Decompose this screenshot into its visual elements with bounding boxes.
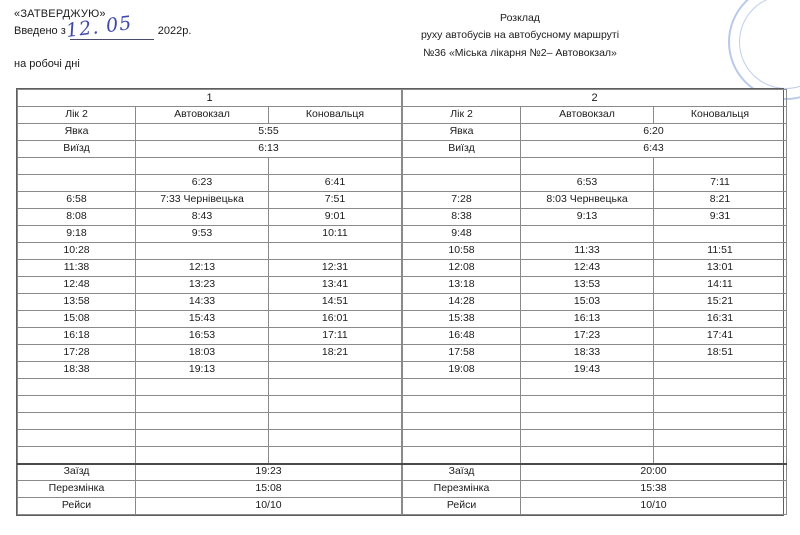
trip-cell-c2: 13:53 <box>521 277 654 294</box>
trip-cell-c1: 16:48 <box>403 328 521 345</box>
schedule-table-1 <box>17 89 402 515</box>
trip-row <box>403 277 787 294</box>
trip-cell-c3 <box>654 430 787 447</box>
trip-cell-c2: 12:13 <box>136 260 269 277</box>
trip-cell-c3: 18:51 <box>654 345 787 362</box>
spacer-cell <box>521 158 654 175</box>
spacer-row <box>18 158 402 175</box>
trip-cell-c2 <box>521 396 654 413</box>
trip-cell-c1 <box>403 413 521 430</box>
group-number: 1 <box>18 90 402 107</box>
column-header-lik2: Лік 2 <box>18 107 136 124</box>
column-header-avtovokzal: Автовокзал <box>521 107 654 124</box>
empty-row <box>18 379 402 396</box>
trip-row <box>18 362 402 379</box>
zaizd-label: Заїзд <box>18 464 136 481</box>
trip-row <box>403 311 787 328</box>
trip-cell-c3 <box>654 413 787 430</box>
stamp-text <box>730 0 800 98</box>
trip-cell-c1: 17:28 <box>18 345 136 362</box>
title-line-2: руху автобусів на автобусному маршруті <box>420 29 620 42</box>
trip-row <box>18 277 402 294</box>
trip-cell-c2 <box>136 396 269 413</box>
trip-cell-c1: 17:58 <box>403 345 521 362</box>
trip-row <box>403 328 787 345</box>
trip-cell-c1: 7:28 <box>403 192 521 209</box>
column-header-konovaltsia: Коновальця <box>654 107 787 124</box>
trip-cell-c3 <box>654 379 787 396</box>
trip-cell-c3: 13:41 <box>269 277 402 294</box>
empty-row <box>403 413 787 430</box>
yavka-label: Явка <box>403 124 521 141</box>
trip-cell-c3 <box>269 362 402 379</box>
trip-cell-c3: 16:01 <box>269 311 402 328</box>
trip-cell-c3: 11:51 <box>654 243 787 260</box>
trip-cell-c1: 15:08 <box>18 311 136 328</box>
empty-row <box>403 430 787 447</box>
trip-cell-c3: 9:01 <box>269 209 402 226</box>
empty-row <box>18 396 402 413</box>
trip-row <box>18 243 402 260</box>
trip-row <box>18 192 402 209</box>
trip-cell-c2: 7:33 Чернівецька <box>136 192 269 209</box>
reisy-label: Рейси <box>18 498 136 515</box>
trip-cell-c2 <box>521 413 654 430</box>
trip-row <box>18 209 402 226</box>
trip-row <box>403 294 787 311</box>
trip-cell-c3 <box>269 396 402 413</box>
trip-row <box>18 294 402 311</box>
perezminka-label: Перезмінка <box>18 481 136 498</box>
trip-cell-c2: 16:53 <box>136 328 269 345</box>
column-header-konovaltsia: Коновальця <box>269 107 402 124</box>
trip-cell-c1: 13:58 <box>18 294 136 311</box>
trip-cell-c1: 8:08 <box>18 209 136 226</box>
trip-cell-c1 <box>403 430 521 447</box>
spacer-cell <box>269 158 402 175</box>
trip-row <box>403 260 787 277</box>
empty-row <box>403 379 787 396</box>
yavka-value: 6:20 <box>521 124 787 141</box>
zaizd-value: 19:23 <box>136 464 402 481</box>
trip-cell-c3: 6:41 <box>269 175 402 192</box>
trip-cell-c2: 19:13 <box>136 362 269 379</box>
trip-cell-c1: 9:48 <box>403 226 521 243</box>
zaizd-row <box>403 464 787 481</box>
trip-cell-c1: 10:58 <box>403 243 521 260</box>
vyizd-row <box>18 141 402 158</box>
trip-cell-c2 <box>521 430 654 447</box>
trip-cell-c3: 9:31 <box>654 209 787 226</box>
schedule-tables <box>16 88 784 516</box>
zaizd-label: Заїзд <box>403 464 521 481</box>
trip-cell-c1 <box>18 430 136 447</box>
effective-year: 2022р. <box>157 25 192 38</box>
trip-cell-c3: 13:01 <box>654 260 787 277</box>
trip-cell-c1: 18:38 <box>18 362 136 379</box>
trip-cell-c2 <box>521 379 654 396</box>
trip-row <box>18 328 402 345</box>
trip-cell-c1: 6:58 <box>18 192 136 209</box>
trip-cell-c2: 17:23 <box>521 328 654 345</box>
trip-cell-c2 <box>521 226 654 243</box>
column-header-avtovokzal: Автовокзал <box>136 107 269 124</box>
title-line-3: №36 «Міська лікарня №2– Автовокзал» <box>423 46 617 59</box>
group-number-row <box>403 90 787 107</box>
trip-cell-c3: 17:11 <box>269 328 402 345</box>
trip-cell-c2: 9:53 <box>136 226 269 243</box>
vyizd-label: Виїзд <box>403 141 521 158</box>
trip-cell-c3: 12:31 <box>269 260 402 277</box>
reisy-label: Рейси <box>403 498 521 515</box>
empty-row <box>403 396 787 413</box>
trip-cell-c1 <box>403 379 521 396</box>
effective-date-label: Введено з <box>14 25 66 38</box>
trip-cell-c3 <box>269 430 402 447</box>
reisy-value: 10/10 <box>521 498 787 515</box>
reisy-row <box>403 498 787 515</box>
trip-row <box>18 226 402 243</box>
trip-cell-c3 <box>269 243 402 260</box>
trip-cell-c1 <box>403 396 521 413</box>
trip-cell-c3: 15:21 <box>654 294 787 311</box>
trip-cell-c1 <box>18 379 136 396</box>
trip-cell-c2: 12:43 <box>521 260 654 277</box>
trip-cell-c3: 8:21 <box>654 192 787 209</box>
trip-row <box>403 345 787 362</box>
trip-row <box>403 243 787 260</box>
empty-row <box>18 413 402 430</box>
trip-row <box>18 260 402 277</box>
trip-cell-c2: 9:13 <box>521 209 654 226</box>
trip-row <box>18 175 402 192</box>
trip-cell-c1 <box>18 447 136 464</box>
reisy-value: 10/10 <box>136 498 402 515</box>
spacer-cell <box>403 158 521 175</box>
trip-cell-c1 <box>403 447 521 464</box>
trip-cell-c1: 11:38 <box>18 260 136 277</box>
zaizd-row <box>18 464 402 481</box>
trip-row <box>403 209 787 226</box>
trip-cell-c2: 15:43 <box>136 311 269 328</box>
yavka-label: Явка <box>18 124 136 141</box>
trip-cell-c2 <box>136 430 269 447</box>
effective-date-blank <box>64 12 154 43</box>
schedule-table-2 <box>402 89 787 515</box>
trip-cell-c1: 9:18 <box>18 226 136 243</box>
trip-cell-c2: 11:33 <box>521 243 654 260</box>
trip-cell-c3: 7:11 <box>654 175 787 192</box>
vyizd-row <box>403 141 787 158</box>
trip-cell-c1: 15:38 <box>403 311 521 328</box>
trip-row <box>403 175 787 192</box>
trip-cell-c2: 16:13 <box>521 311 654 328</box>
vyizd-value: 6:13 <box>136 141 402 158</box>
group-number: 2 <box>403 90 787 107</box>
vyizd-value: 6:43 <box>521 141 787 158</box>
trip-cell-c3: 16:31 <box>654 311 787 328</box>
zaizd-value: 20:00 <box>521 464 787 481</box>
trip-cell-c2: 14:33 <box>136 294 269 311</box>
trip-cell-c3 <box>269 447 402 464</box>
spacer-cell <box>654 158 787 175</box>
reisy-row <box>18 498 402 515</box>
trip-cell-c3: 17:41 <box>654 328 787 345</box>
trip-cell-c2: 6:23 <box>136 175 269 192</box>
trip-cell-c3 <box>654 447 787 464</box>
trip-cell-c1: 14:28 <box>403 294 521 311</box>
trip-cell-c2: 13:23 <box>136 277 269 294</box>
trip-cell-c1: 19:08 <box>403 362 521 379</box>
trip-cell-c2: 18:03 <box>136 345 269 362</box>
trip-cell-c2: 8:43 <box>136 209 269 226</box>
yavka-value: 5:55 <box>136 124 402 141</box>
trip-cell-c1: 8:38 <box>403 209 521 226</box>
trip-cell-c3 <box>654 362 787 379</box>
trip-cell-c2: 19:43 <box>521 362 654 379</box>
column-header-lik2: Лік 2 <box>403 107 521 124</box>
trip-cell-c2 <box>136 413 269 430</box>
workdays-note: на робочі дні <box>14 58 80 70</box>
trip-row <box>403 362 787 379</box>
spacer-row <box>403 158 787 175</box>
empty-row <box>18 447 402 464</box>
trip-rows-2 <box>403 175 787 464</box>
trip-rows-1 <box>18 175 402 464</box>
trip-cell-c3 <box>269 379 402 396</box>
trip-cell-c3: 14:51 <box>269 294 402 311</box>
trip-cell-c2: 6:53 <box>521 175 654 192</box>
official-stamp <box>728 0 800 100</box>
trip-cell-c1: 13:18 <box>403 277 521 294</box>
trip-cell-c1: 12:08 <box>403 260 521 277</box>
trip-cell-c2 <box>136 447 269 464</box>
empty-row <box>18 430 402 447</box>
trip-row <box>403 192 787 209</box>
trip-cell-c2 <box>521 447 654 464</box>
trip-cell-c2: 15:03 <box>521 294 654 311</box>
trip-cell-c3 <box>654 396 787 413</box>
approval-label: «ЗАТВЕРДЖУЮ» <box>14 8 106 20</box>
trip-cell-c1: 16:18 <box>18 328 136 345</box>
trip-cell-c1: 10:28 <box>18 243 136 260</box>
trip-cell-c1 <box>403 175 521 192</box>
column-header-row <box>18 107 402 124</box>
trip-cell-c1: 12:48 <box>18 277 136 294</box>
column-header-row <box>403 107 787 124</box>
trip-cell-c1 <box>18 175 136 192</box>
trip-cell-c2: 18:33 <box>521 345 654 362</box>
trip-cell-c3: 14:11 <box>654 277 787 294</box>
title-line-1: Розклад <box>500 12 540 24</box>
trip-row <box>18 311 402 328</box>
trip-cell-c3 <box>269 413 402 430</box>
yavka-row <box>18 124 402 141</box>
yavka-row <box>403 124 787 141</box>
perezminka-label: Перезмінка <box>403 481 521 498</box>
perezminka-value: 15:38 <box>521 481 787 498</box>
trip-cell-c3: 10:11 <box>269 226 402 243</box>
handwritten-date: 12. 05 <box>64 12 134 43</box>
perezminka-row <box>18 481 402 498</box>
perezminka-row <box>403 481 787 498</box>
approval-block <box>14 6 314 43</box>
vyizd-label: Виїзд <box>18 141 136 158</box>
trip-cell-c3 <box>654 226 787 243</box>
document-title <box>330 10 710 62</box>
trip-cell-c3: 7:51 <box>269 192 402 209</box>
empty-row <box>403 447 787 464</box>
spacer-cell <box>18 158 136 175</box>
trip-cell-c2 <box>136 379 269 396</box>
trip-cell-c1 <box>18 396 136 413</box>
spacer-cell <box>136 158 269 175</box>
trip-cell-c3: 18:21 <box>269 345 402 362</box>
group-number-row <box>18 90 402 107</box>
trip-row <box>18 345 402 362</box>
trip-row <box>403 226 787 243</box>
trip-cell-c2: 8:03 Чернвецька <box>521 192 654 209</box>
trip-cell-c1 <box>18 413 136 430</box>
trip-cell-c2 <box>136 243 269 260</box>
perezminka-value: 15:08 <box>136 481 402 498</box>
